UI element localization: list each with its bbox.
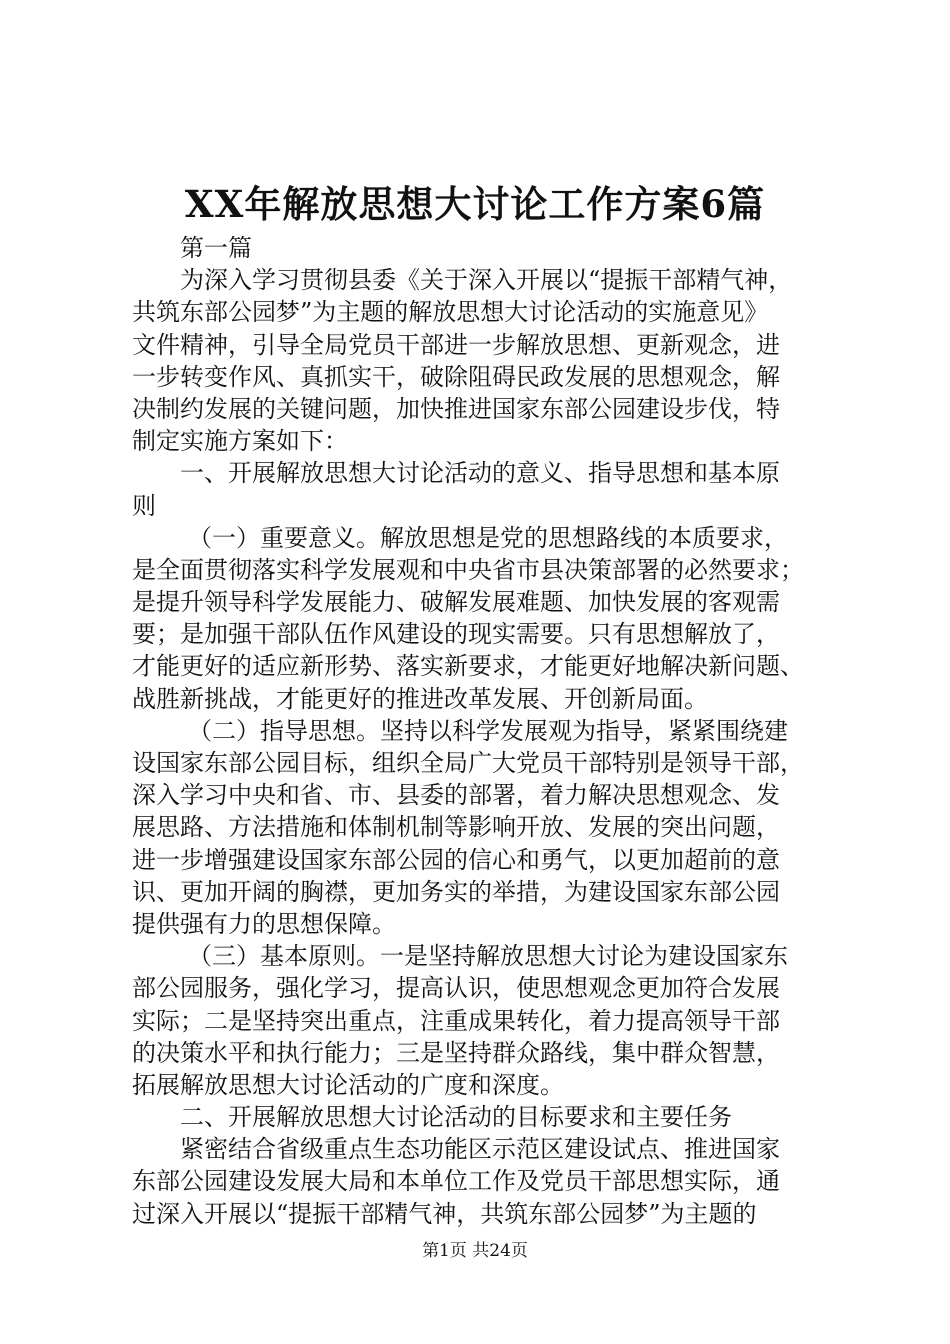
paragraph-line: 设国家东部公园目标，组织全局广大党员干部特别是领导干部，: [132, 749, 804, 777]
paragraph-line: 是全面贯彻落实科学发展观和中央省市县决策部署的必然要求；: [132, 555, 804, 584]
paragraph-line: 要；是加强干部队伍作风建设的现实需要。只有思想解放了，: [132, 620, 780, 649]
paragraph-line: 展思路、方法措施和体制机制等影响开放、发展的突出问题，: [132, 813, 780, 842]
paragraph-line: 是提升领导科学发展能力、破解发展难题、加快发展的客观需: [132, 588, 780, 617]
section-heading: 二、开展解放思想大讨论活动的目标要求和主要任务: [180, 1103, 732, 1132]
paragraph-line: （二）指导思想。坚持以科学发展观为指导，紧紧围绕建: [188, 716, 788, 745]
paragraph-line: 制定实施方案如下：: [132, 427, 348, 456]
section-heading: 第一篇: [180, 234, 252, 262]
paragraph-line: 提供强有力的思想保障。: [132, 909, 396, 938]
document-body: [132, 232, 832, 1230]
paragraph-line: 深入学习中央和省、市、县委的部署，着力解决思想观念、发: [132, 781, 780, 810]
paragraph-line: 识、更加开阔的胸襟，更加务实的举措，为建设国家东部公园: [132, 877, 780, 906]
paragraph-line: 部公园服务，强化学习，提高认识，使思想观念更加符合发展: [132, 974, 780, 1003]
paragraph-line: 战胜新挑战，才能更好的推进改革发展、开创新局面。: [132, 684, 708, 713]
paragraph-line: 拓展解放思想大讨论活动的广度和深度。: [132, 1070, 564, 1099]
paragraph-line: 紧密结合省级重点生态功能区示范区建设试点、推进国家: [180, 1135, 780, 1164]
paragraph-line: 过深入开展以“提振干部精气神，共筑东部公园梦”为主题的: [132, 1199, 757, 1228]
paragraph-line: 实际；二是坚持突出重点，注重成果转化，着力提高领导干部: [132, 1006, 780, 1035]
paragraph-line: 文件精神，引导全局党员干部进一步解放思想、更新观念，进: [132, 330, 780, 359]
paragraph-line: 决制约发展的关键问题，加快推进国家东部公园建设步伐，特: [132, 394, 780, 423]
section-heading: 一、开展解放思想大讨论活动的意义、指导思想和基本原: [180, 459, 780, 488]
paragraph-line: 东部公园建设发展大局和本单位工作及党员干部思想实际，通: [132, 1167, 780, 1196]
paragraph-line: 进一步增强建设国家东部公园的信心和勇气，以更加超前的意: [132, 845, 780, 874]
paragraph-line: （三）基本原则。一是坚持解放思想大讨论为建设国家东: [188, 942, 788, 971]
paragraph-line: 才能更好的适应新形势、落实新要求，才能更好地解决新问题、: [132, 652, 804, 681]
paragraph-line: 为深入学习贯彻县委《关于深入开展以“提振干部精气神，: [180, 266, 793, 295]
section-heading: 则: [132, 491, 156, 520]
paragraph-line: 的决策水平和执行能力；三是坚持群众路线，集中群众智慧，: [132, 1038, 780, 1067]
paragraph-line: 一步转变作风、真抓实干，破除阻碍民政发展的思想观念，解: [132, 362, 780, 391]
paragraph-line: （一）重要意义。解放思想是党的思想路线的本质要求，: [188, 523, 788, 552]
paragraph-line: 共筑东部公园梦”为主题的解放思想大讨论活动的实施意见》: [132, 298, 769, 327]
page-number-footer: 第1页 共24页: [422, 1241, 528, 1261]
document-title: XX年解放思想大讨论工作方案6篇: [184, 182, 766, 226]
